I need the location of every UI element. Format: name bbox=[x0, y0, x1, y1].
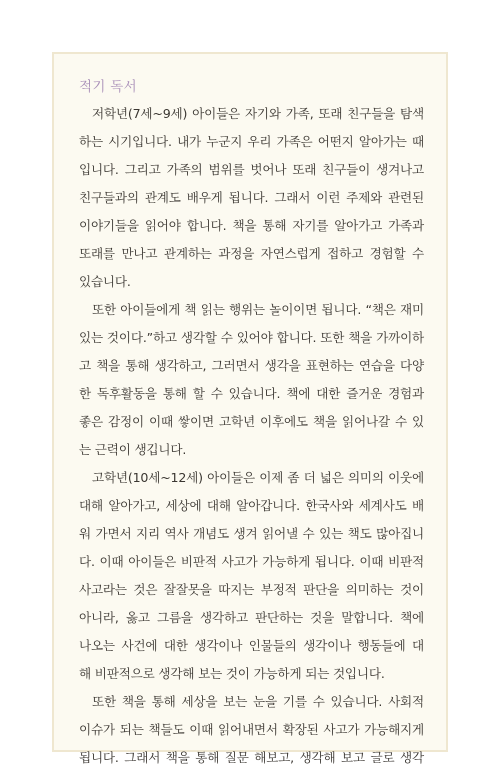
text-line: 고학년(10세~12세) 아이들은 이제 좀 더 넓은 의미의 이웃에 bbox=[92, 470, 424, 485]
text-line: 아니라, 옳고 그름을 생각하고 판단하는 것을 말합니다. 책에 bbox=[79, 610, 424, 625]
text-line: 대해 알아가고, 세상에 대해 알아갑니다. 한국사와 세계사도 배 bbox=[79, 498, 424, 513]
text-line: 또한 책을 통해 세상을 보는 눈을 기를 수 있습니다. 사회적 bbox=[92, 694, 424, 709]
paragraph-lower-grades bbox=[79, 100, 424, 296]
document-body bbox=[79, 76, 424, 772]
text-line: 하는 시기입니다. 내가 누군지 우리 가족은 어떤지 알아가는 때 bbox=[79, 134, 424, 149]
text-line: 이슈가 되는 책들도 이때 읽어내면서 확장된 사고가 가능해지게 bbox=[79, 722, 424, 737]
text-line: 됩니다. 그래서 책을 통해 질문 해보고, 생각해 보고 글로 생각 bbox=[79, 750, 424, 765]
text-line: 친구들과의 관계도 배우게 됩니다. 그래서 이런 주제와 관련된 bbox=[79, 190, 424, 205]
paragraph-seeing-world bbox=[79, 688, 424, 772]
text-line: 나오는 사건에 대한 생각이나 인물들의 생각이나 행동들에 대 bbox=[79, 638, 424, 653]
text-line: 사고라는 것은 잘잘못을 따지는 부정적 판단을 의미하는 것이 bbox=[79, 582, 424, 597]
text-line: 워 가면서 지리 역사 개념도 생겨 읽어낼 수 있는 책도 많아집니 bbox=[79, 526, 424, 541]
text-line: 또래를 만나고 관계하는 과정을 자연스럽게 접하고 경험할 수 bbox=[79, 246, 424, 261]
text-line: 있는 것이다.”하고 생각할 수 있어야 합니다. 또한 책을 가까이하 bbox=[79, 330, 424, 345]
text-line: 저학년(7세~9세) 아이들은 자기와 가족, 또래 친구들을 탐색 bbox=[92, 106, 424, 121]
text-line: 좋은 감정이 이때 쌓이면 고학년 이후에도 책을 읽어나갈 수 있 bbox=[79, 414, 424, 429]
text-line: 는 근력이 생깁니다. bbox=[79, 442, 187, 457]
paragraph-reading-play bbox=[79, 296, 424, 464]
text-line: 한 독후활동을 통해 할 수 있습니다. 책에 대한 즐거운 경험과 bbox=[79, 386, 424, 401]
text-line: 이야기들을 읽어야 합니다. 책을 통해 자기를 알아가고 가족과 bbox=[79, 218, 424, 233]
text-line: 입니다. 그리고 가족의 범위를 벗어나 또래 친구들이 생겨나고 bbox=[79, 162, 424, 177]
text-line: 고 책을 통해 생각하고, 그러면서 생각을 표현하는 연습을 다양 bbox=[79, 358, 424, 373]
text-line: 또한 아이들에게 책 읽는 행위는 놀이이면 됩니다. “책은 재미 bbox=[92, 302, 424, 317]
text-line: 다. 이때 아이들은 비판적 사고가 가능하게 됩니다. 이때 비판적 bbox=[79, 554, 424, 569]
text-line: 있습니다. bbox=[79, 274, 131, 289]
text-line: 해 비판적으로 생각해 보는 것이 가능하게 되는 것입니다. bbox=[79, 666, 385, 681]
section-title: 적기 독서 bbox=[79, 79, 137, 95]
paragraph-upper-grades bbox=[79, 464, 424, 688]
